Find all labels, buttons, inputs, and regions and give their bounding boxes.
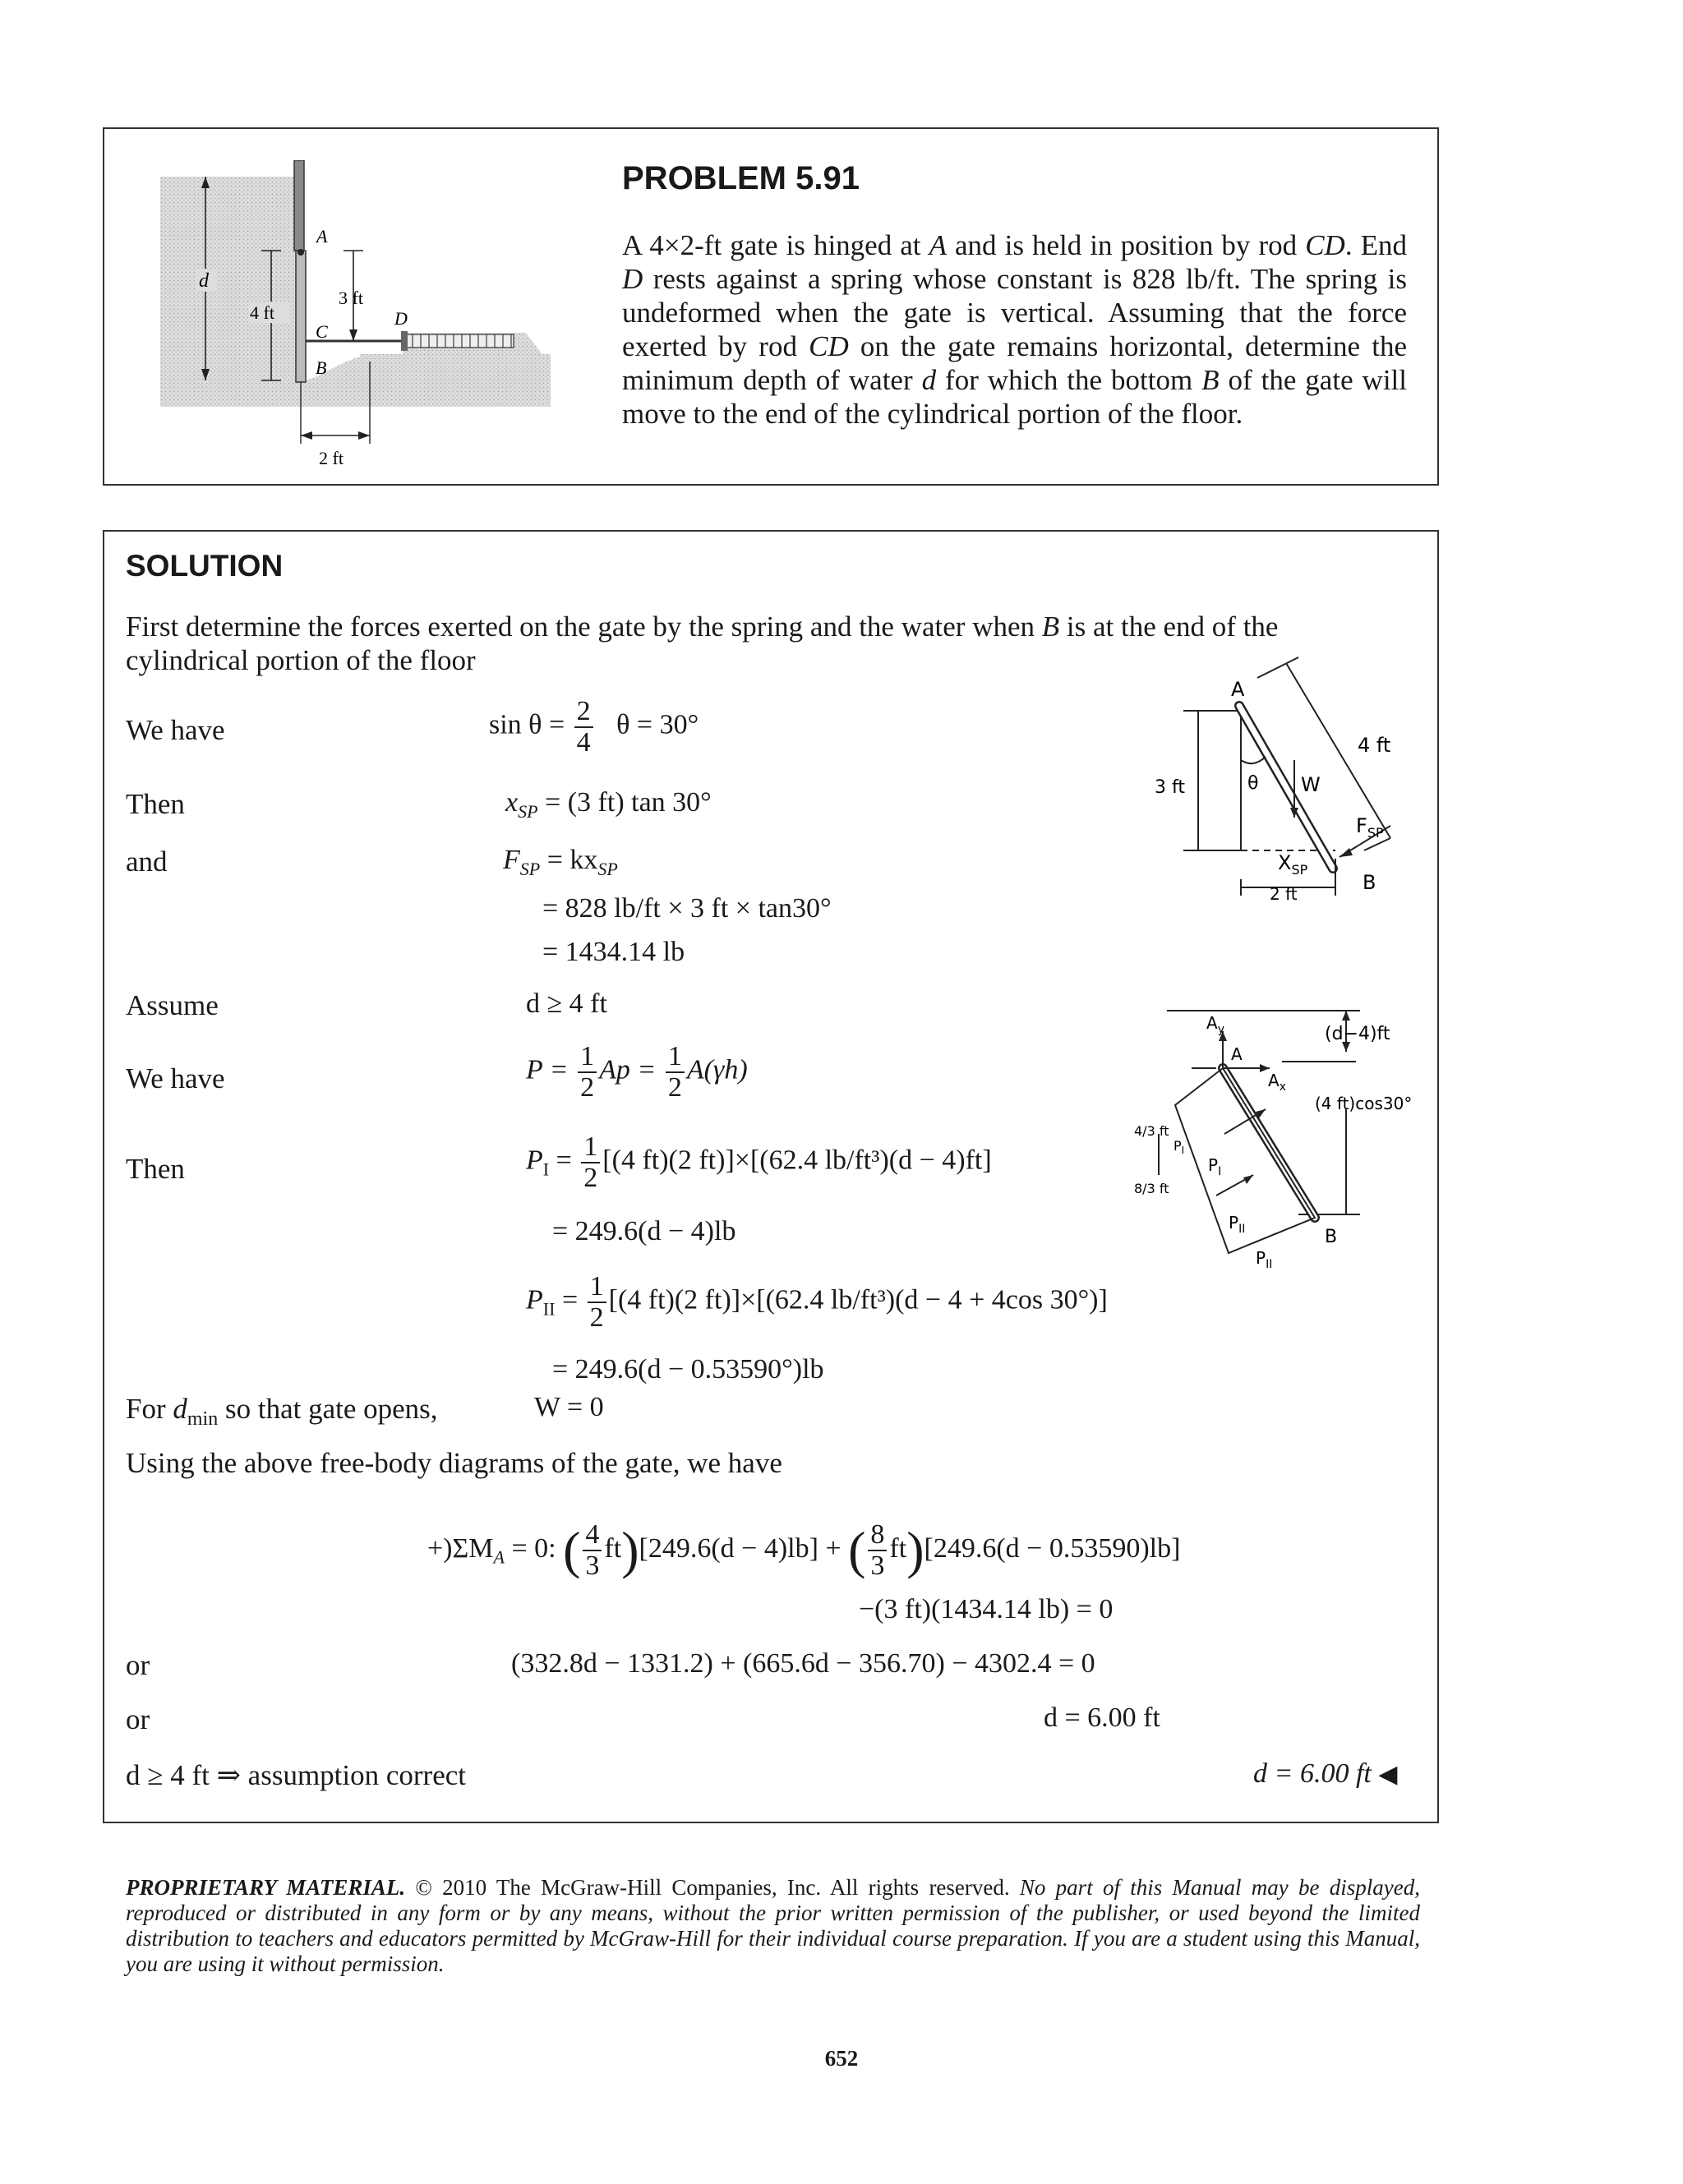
fbd2-label-d4: (d−4)ft [1325, 1024, 1390, 1044]
fbd2-label-p1: $P_I$ [1208, 1155, 1222, 1178]
eq-p2: $P_{II}$ = $\frac{1}{2}$ [(4 ft)(2 ft)]×[(62.4 lb/ft³)(d − 4 + 4cos 30°)] [526, 1271, 1108, 1333]
eq-sin-theta: sin θ = $\frac{2}{4}$ θ = 30° [489, 696, 699, 758]
fbd2-label-Ay: $A_y$ [1206, 1013, 1224, 1036]
label-or-1: or [126, 1649, 150, 1681]
label-we-have-1: We have [126, 714, 225, 746]
label-2ft: 2 ft [319, 448, 344, 468]
problem-figure [156, 160, 575, 472]
fbd1-label-4ft: 4 ft [1358, 734, 1391, 757]
copyright-notice: PROPRIETARY MATERIAL. © 2010 The McGraw-Hill Companies, Inc. All rights reserved. No part of this Manual may be displayed, reproduced or distributed in any form or by any means, without the prior written permission of the publisher, or used beyond the limited distribution to teachers and educators permitted by McGraw-Hill for their individual course preparation. If you are a student using this Manual, you are using it without permission. [126, 1875, 1420, 1976]
solution-intro: First determine the forces exerted on the gate by the spring and the water when B is at the end of the cylindrical portion of the floor [126, 611, 1279, 676]
fbd1-label-W: W [1301, 773, 1321, 796]
fbd1-label-2ft: 2 ft [1270, 884, 1298, 904]
eq-p1: $P_I$ = $\frac{1}{2}$ [(4 ft)(2 ft)]×[(62.4 lb/ft³)(d − 4)ft] [526, 1131, 992, 1193]
fbd2-label-cos: (4 ft)cos30° [1315, 1094, 1413, 1113]
fbd1-label-fsp: $F_{SP}$ [1356, 814, 1384, 841]
label-B: B [316, 357, 327, 378]
wall [294, 160, 304, 251]
label-4ft: 4 ft [250, 302, 274, 323]
problem-statement: A 4×2-ft gate is hinged at A and is held in position by rod CD. End D rests against a spring whose constant is 828 lb/ft. The spring is undeformed when the gate is vertical. Assuming that the force exerted by rod CD on the gate remains horizontal, determine the minimum depth of water d for which the bottom B of the gate will move to the end of the cylindrical portion of the floor. [622, 229, 1408, 430]
page-number: 652 [824, 2046, 859, 2071]
fbd2-label-Ax: $A_x$ [1268, 1071, 1286, 1094]
answer-marker-icon: ◀ [1378, 1760, 1398, 1789]
eq-expanded: (332.8d − 1331.2) + (665.6d − 356.70) − 4302.4 = 0 [511, 1648, 1095, 1679]
final-answer: d = 6.00 ft ◀ [1253, 1758, 1398, 1789]
fbd2-label-p1-side: $P_I$ [1173, 1138, 1185, 1156]
spring [407, 334, 514, 348]
fbd2-label-A: A [1231, 1044, 1243, 1064]
fbd1-label-3ft: 3 ft [1155, 777, 1185, 798]
label-using: Using the above free-body diagrams of the gate, we have [126, 1447, 782, 1479]
fbd1-label-A: A [1231, 678, 1245, 701]
solution-title: SOLUTION [126, 549, 284, 583]
eq-fsp: $F_{SP} = kx_{SP}$ [503, 845, 618, 879]
label-we-have-2: We have [126, 1062, 225, 1094]
eq-p2-line2: = 249.6(d − 0.53590°)lb [552, 1354, 824, 1385]
eq-xsp: $x_{SP} = (3$ ft) tan 30° [505, 787, 712, 822]
eq-assume: d ≥ 4 ft [526, 988, 607, 1019]
label-D: D [394, 308, 408, 329]
label-then-2: Then [126, 1153, 185, 1185]
eq-pressure: P = $\frac{1}{2}$ Ap = $\frac{1}{2}$ A(γh) [526, 1041, 748, 1103]
label-C: C [316, 321, 328, 342]
eq-fsp-line2: = 828 lb/ft × 3 ft × tan30° [542, 893, 832, 924]
fbd1-label-B: B [1363, 871, 1376, 894]
eq-fsp-line3: = 1434.14 lb [542, 937, 685, 967]
label-for-dmin: For $d_{min}$ so that gate opens, [126, 1393, 438, 1430]
fbd1-label-xsp: $X_{SP}$ [1278, 851, 1308, 878]
fbd2-label-eight-thirds: 8/3 ft [1134, 1181, 1169, 1196]
fbd2-label-B: B [1325, 1227, 1338, 1247]
eq-moment: $+)\Sigma M_A = 0$: ( $\frac{4}{3}$ ft)[249.6(d − 4)lb] + ( $\frac{8}{3}$ ft)[249.6(d − 0.53590)lb] [427, 1519, 1181, 1581]
eq-result: d = 6.00 ft [1044, 1703, 1160, 1733]
fbd2-label-four-thirds: 4/3 ft [1134, 1123, 1169, 1139]
eq-moment-line2: −(3 ft)(1434.14 lb) = 0 [859, 1594, 1114, 1624]
label-3ft: 3 ft [339, 288, 363, 308]
free-body-diagram-spring [1150, 653, 1430, 916]
fbd1-label-theta: θ [1247, 773, 1259, 794]
label-A: A [316, 226, 328, 247]
fbd2-label-p2-bottom: $P_{II}$ [1256, 1248, 1273, 1271]
fbd2-label-p2: $P_{II}$ [1229, 1213, 1246, 1236]
eq-w-zero: W = 0 [534, 1392, 604, 1422]
eq-p1-line2: = 249.6(d − 4)lb [552, 1216, 736, 1246]
label-d: d [199, 270, 209, 292]
label-assumption-correct: d ≥ 4 ft ⇒ assumption correct [126, 1759, 467, 1791]
problem-title: PROBLEM 5.91 [622, 160, 860, 196]
water-region [160, 177, 304, 386]
label-and: and [126, 845, 168, 878]
label-assume: Assume [126, 989, 219, 1021]
label-then-1: Then [126, 788, 185, 820]
free-body-diagram-water [1134, 1002, 1422, 1274]
label-or-2: or [126, 1703, 150, 1735]
gate [296, 251, 306, 382]
